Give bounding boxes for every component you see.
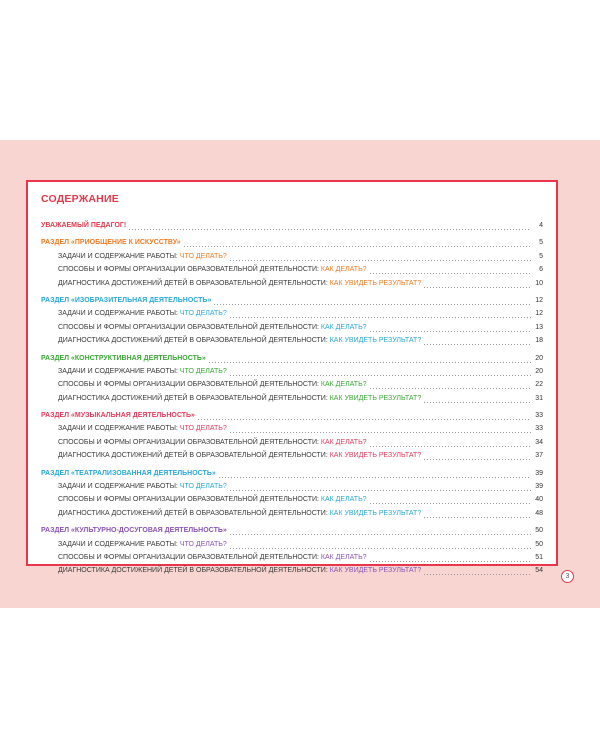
toc-page-number: 18 bbox=[535, 337, 543, 345]
toc-page-number: 37 bbox=[535, 452, 543, 460]
page-title: СОДЕРЖАНИЕ bbox=[41, 193, 119, 205]
toc-list bbox=[41, 219, 543, 578]
toc-subentry[interactable] bbox=[41, 564, 543, 577]
subentry-accent: КАК ДЕЛАТЬ? bbox=[320, 266, 367, 274]
subentry-text: ДИАГНОСТИКА ДОСТИЖЕНИЙ ДЕТЕЙ В ОБРАЗОВАТЕЛЬНОЙ ДЕЯТЕЛЬНОСТИ: bbox=[58, 337, 330, 345]
toc-page-number: 20 bbox=[535, 367, 543, 375]
dot-leader bbox=[218, 467, 531, 480]
dot-leader bbox=[229, 422, 531, 435]
toc-section-heading[interactable] bbox=[41, 524, 543, 537]
dot-leader bbox=[369, 378, 531, 391]
subentry-text: СПОСОБЫ И ФОРМЫ ОРГАНИЗАЦИИ ОБРАЗОВАТЕЛЬНОЙ ДЕЯТЕЛЬНОСТИ: bbox=[58, 496, 321, 504]
toc-page-number: 51 bbox=[535, 553, 543, 561]
subentry-text: СПОСОБЫ И ФОРМЫ ОРГАНИЗАЦИИ ОБРАЗОВАТЕЛЬНОЙ ДЕЯТЕЛЬНОСТИ: bbox=[58, 438, 321, 446]
dot-leader bbox=[369, 551, 531, 564]
toc-subentry[interactable] bbox=[41, 538, 543, 551]
toc-section-heading[interactable] bbox=[41, 294, 543, 307]
section-label: РАЗДЕЛ «КОНСТРУКТИВНАЯ ДЕЯТЕЛЬНОСТЬ» bbox=[41, 354, 206, 362]
dot-leader bbox=[213, 294, 531, 307]
subentry-text: СПОСОБЫ И ФОРМЫ ОРГАНИЗАЦИИ ОБРАЗОВАТЕЛЬНОЙ ДЕЯТЕЛЬНОСТИ: bbox=[58, 323, 321, 331]
subentry-accent: КАК ДЕЛАТЬ? bbox=[320, 496, 367, 504]
toc-subentry[interactable] bbox=[41, 392, 543, 405]
dot-leader bbox=[229, 480, 531, 493]
table-of-contents-card bbox=[26, 180, 558, 575]
subentry-accent: ЧТО ДЕЛАТЬ? bbox=[179, 425, 227, 433]
dot-leader bbox=[128, 219, 531, 232]
toc-page-number: 33 bbox=[535, 412, 543, 420]
toc-page-number: 6 bbox=[539, 266, 543, 274]
toc-page-number: 31 bbox=[535, 394, 543, 402]
subentry-accent: КАК УВИДЕТЬ РЕЗУЛЬТАТ? bbox=[329, 452, 422, 460]
subentry-accent: КАК ДЕЛАТЬ? bbox=[320, 323, 367, 331]
toc-page-number: 34 bbox=[535, 438, 543, 446]
dot-leader bbox=[229, 524, 531, 537]
section-label: РАЗДЕЛ «ТЕАТРАЛИЗОВАННАЯ ДЕЯТЕЛЬНОСТЬ» bbox=[41, 469, 216, 477]
toc-subentry[interactable] bbox=[41, 307, 543, 320]
subentry-text: ДИАГНОСТИКА ДОСТИЖЕНИЙ ДЕТЕЙ В ОБРАЗОВАТЕЛЬНОЙ ДЕЯТЕЛЬНОСТИ: bbox=[58, 509, 330, 517]
toc-page-number: 20 bbox=[535, 354, 543, 362]
dot-leader bbox=[423, 392, 531, 405]
toc-subentry[interactable] bbox=[41, 507, 543, 520]
dot-leader bbox=[423, 449, 531, 462]
toc-page-number: 12 bbox=[535, 296, 543, 304]
subentry-text: ДИАГНОСТИКА ДОСТИЖЕНИЙ ДЕТЕЙ В ОБРАЗОВАТЕЛЬНОЙ ДЕЯТЕЛЬНОСТИ: bbox=[58, 394, 330, 402]
toc-subentry[interactable] bbox=[41, 277, 543, 290]
toc-page-number: 12 bbox=[535, 310, 543, 318]
dot-leader bbox=[208, 352, 531, 365]
subentry-text: СПОСОБЫ И ФОРМЫ ОРГАНИЗАЦИИ ОБРАЗОВАТЕЛЬНОЙ ДЕЯТЕЛЬНОСТИ: bbox=[58, 553, 321, 561]
subentry-accent: ЧТО ДЕЛАТЬ? bbox=[179, 367, 227, 375]
toc-entry-intro[interactable] bbox=[41, 219, 543, 232]
subentry-text: ДИАГНОСТИКА ДОСТИЖЕНИЙ ДЕТЕЙ В ОБРАЗОВАТЕЛЬНОЙ ДЕЯТЕЛЬНОСТИ: bbox=[58, 567, 330, 575]
toc-subentry[interactable] bbox=[41, 250, 543, 263]
dot-leader bbox=[229, 250, 531, 263]
toc-page-number: 54 bbox=[535, 567, 543, 575]
dot-leader bbox=[423, 564, 531, 577]
toc-page-number: 50 bbox=[535, 527, 543, 535]
dot-leader bbox=[369, 436, 531, 449]
toc-subentry[interactable] bbox=[41, 263, 543, 276]
subentry-text: ЗАДАЧИ И СОДЕРЖАНИЕ РАБОТЫ: bbox=[58, 483, 180, 491]
subentry-accent: ЧТО ДЕЛАТЬ? bbox=[179, 252, 227, 260]
toc-section bbox=[41, 352, 543, 406]
toc-section-heading[interactable] bbox=[41, 352, 543, 365]
dot-leader bbox=[229, 307, 531, 320]
toc-section-heading[interactable] bbox=[41, 467, 543, 480]
toc-subentry[interactable] bbox=[41, 493, 543, 506]
subentry-text: СПОСОБЫ И ФОРМЫ ОРГАНИЗАЦИИ ОБРАЗОВАТЕЛЬНОЙ ДЕЯТЕЛЬНОСТИ: bbox=[58, 266, 321, 274]
toc-section bbox=[41, 524, 543, 578]
subentry-accent: КАК УВИДЕТЬ РЕЗУЛЬТАТ? bbox=[329, 394, 422, 402]
toc-page-number: 13 bbox=[535, 323, 543, 331]
section-label: РАЗДЕЛ «МУЗЫКАЛЬНАЯ ДЕЯТЕЛЬНОСТЬ» bbox=[41, 412, 195, 420]
subentry-accent: КАК ДЕЛАТЬ? bbox=[320, 553, 367, 561]
subentry-accent: ЧТО ДЕЛАТЬ? bbox=[179, 540, 227, 548]
subentry-text: ЗАДАЧИ И СОДЕРЖАНИЕ РАБОТЫ: bbox=[58, 540, 180, 548]
toc-section bbox=[41, 409, 543, 463]
section-label: РАЗДЕЛ «КУЛЬТУРНО-ДОСУГОВАЯ ДЕЯТЕЛЬНОСТЬ» bbox=[41, 527, 227, 535]
dot-leader bbox=[369, 263, 531, 276]
subentry-text: ЗАДАЧИ И СОДЕРЖАНИЕ РАБОТЫ: bbox=[58, 425, 180, 433]
subentry-text: ЗАДАЧИ И СОДЕРЖАНИЕ РАБОТЫ: bbox=[58, 310, 180, 318]
page-number-badge: 3 bbox=[561, 570, 574, 583]
toc-page-number: 33 bbox=[535, 425, 543, 433]
toc-page-number: 5 bbox=[539, 252, 543, 260]
toc-page-number: 50 bbox=[535, 540, 543, 548]
section-label: РАЗДЕЛ «ИЗОБРАЗИТЕЛЬНАЯ ДЕЯТЕЛЬНОСТЬ» bbox=[41, 296, 212, 304]
section-label: РАЗДЕЛ «ПРИОБЩЕНИЕ К ИСКУССТВУ» bbox=[41, 239, 181, 247]
toc-subentry[interactable] bbox=[41, 378, 543, 391]
toc-section-heading[interactable] bbox=[41, 409, 543, 422]
toc-subentry[interactable] bbox=[41, 436, 543, 449]
subentry-text: ДИАГНОСТИКА ДОСТИЖЕНИЙ ДЕТЕЙ В ОБРАЗОВАТЕЛЬНОЙ ДЕЯТЕЛЬНОСТИ: bbox=[58, 279, 330, 287]
toc-subentry[interactable] bbox=[41, 422, 543, 435]
dot-leader bbox=[423, 277, 531, 290]
toc-subentry[interactable] bbox=[41, 321, 543, 334]
toc-page-number: 39 bbox=[535, 483, 543, 491]
toc-page-number: 39 bbox=[535, 469, 543, 477]
subentry-accent: КАК УВИДЕТЬ РЕЗУЛЬТАТ? bbox=[329, 567, 422, 575]
dot-leader bbox=[369, 493, 531, 506]
subentry-text: ЗАДАЧИ И СОДЕРЖАНИЕ РАБОТЫ: bbox=[58, 367, 180, 375]
subentry-accent: КАК УВИДЕТЬ РЕЗУЛЬТАТ? bbox=[329, 509, 422, 517]
subentry-accent: КАК ДЕЛАТЬ? bbox=[320, 381, 367, 389]
toc-subentry[interactable] bbox=[41, 365, 543, 378]
dot-leader bbox=[369, 321, 531, 334]
toc-section bbox=[41, 236, 543, 290]
subentry-accent: КАК ДЕЛАТЬ? bbox=[320, 438, 367, 446]
toc-page-number: 22 bbox=[535, 381, 543, 389]
dot-leader bbox=[183, 236, 531, 249]
dot-leader bbox=[197, 409, 531, 422]
toc-subentry[interactable] bbox=[41, 551, 543, 564]
subentry-accent: КАК УВИДЕТЬ РЕЗУЛЬТАТ? bbox=[329, 279, 422, 287]
dot-leader bbox=[423, 507, 531, 520]
dot-leader bbox=[229, 538, 531, 551]
toc-subentry[interactable] bbox=[41, 480, 543, 493]
subentry-accent: ЧТО ДЕЛАТЬ? bbox=[179, 483, 227, 491]
subentry-accent: КАК УВИДЕТЬ РЕЗУЛЬТАТ? bbox=[329, 337, 422, 345]
dot-leader bbox=[229, 365, 531, 378]
toc-section-heading[interactable] bbox=[41, 236, 543, 249]
dot-leader bbox=[423, 334, 531, 347]
subentry-text: ДИАГНОСТИКА ДОСТИЖЕНИЙ ДЕТЕЙ В ОБРАЗОВАТЕЛЬНОЙ ДЕЯТЕЛЬНОСТИ: bbox=[58, 452, 330, 460]
toc-subentry[interactable] bbox=[41, 334, 543, 347]
toc-page-number: 48 bbox=[535, 509, 543, 517]
toc-subentry[interactable] bbox=[41, 449, 543, 462]
toc-page-number: 5 bbox=[539, 239, 543, 247]
toc-entry-label: УВАЖАЕМЫЙ ПЕДАГОГ! bbox=[41, 222, 127, 229]
toc-section bbox=[41, 467, 543, 521]
subentry-accent: ЧТО ДЕЛАТЬ? bbox=[179, 310, 227, 318]
toc-page-number: 4 bbox=[539, 222, 543, 229]
subentry-text: СПОСОБЫ И ФОРМЫ ОРГАНИЗАЦИИ ОБРАЗОВАТЕЛЬНОЙ ДЕЯТЕЛЬНОСТИ: bbox=[58, 381, 321, 389]
subentry-text: ЗАДАЧИ И СОДЕРЖАНИЕ РАБОТЫ: bbox=[58, 252, 180, 260]
toc-page-number: 10 bbox=[535, 279, 543, 287]
toc-section bbox=[41, 294, 543, 348]
toc-page-number: 40 bbox=[535, 496, 543, 504]
